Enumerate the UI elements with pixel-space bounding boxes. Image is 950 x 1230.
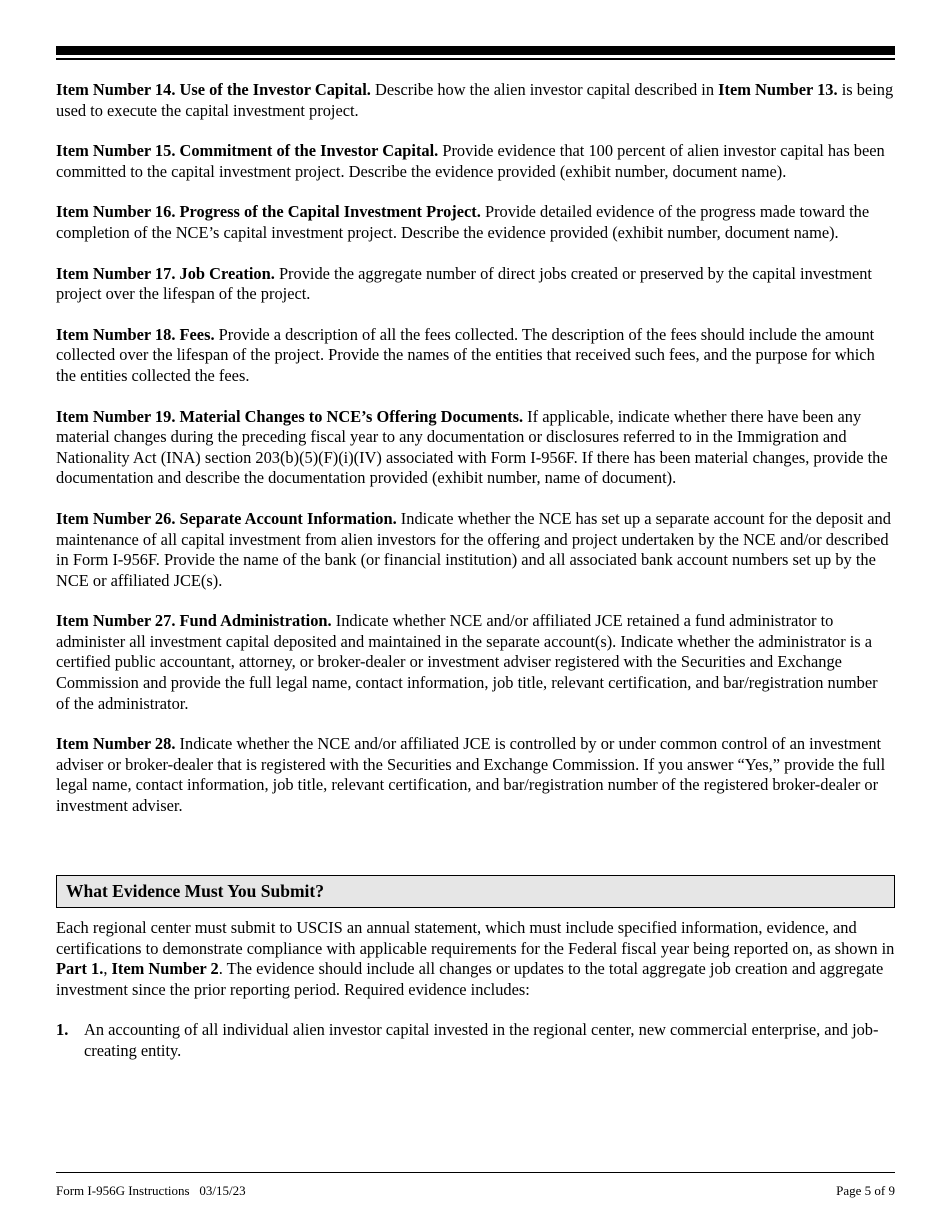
item-18-paragraph: [56, 325, 895, 387]
item-15-paragraph: [56, 141, 895, 182]
item-26-label: Item Number 26. Separate Account Information.: [56, 508, 397, 528]
item-27-label: Item Number 27. Fund Administration.: [56, 611, 332, 631]
item-28-label: Item Number 28.: [56, 734, 176, 754]
item-15-text: Provide evidence that 100 percent of alien investor capital has been committed to the capital investment project. Describe the evidence provided (exhibit number, document name).: [56, 141, 885, 181]
item-14-label: Item Number 14. Use of the Investor Capital.: [56, 80, 371, 99]
item-15-label: Item Number 15. Commitment of the Investor Capital.: [56, 141, 439, 161]
header-rule-thin: [56, 58, 895, 60]
section-title: What Evidence Must You Submit?: [66, 881, 324, 901]
item-17-paragraph: [56, 264, 895, 305]
item-18-text: Provide a description of all the fees collected. The description of the fees should include the amount collected over the lifespan of the project. Provide the names of the entities that received such fees, and the purpose for which the entities collected the fees.: [56, 324, 875, 385]
list-text: An accounting of all individual alien investor capital invested in the regional center, new commercial enterprise, and job-creating entity.: [84, 1020, 879, 1060]
item-19-label: Item Number 19. Material Changes to NCE’s Offering Documents.: [56, 406, 524, 426]
footer-form-id: Form I-956G Instructions 03/15/23: [56, 1183, 246, 1198]
item-16-label: Item Number 16. Progress of the Capital Investment Project.: [56, 202, 481, 222]
item-19-paragraph: [56, 407, 895, 489]
item-28-paragraph: [56, 734, 895, 816]
item-14-text-b: is being used to execute the capital investment project.: [56, 80, 894, 120]
item-19-text: If applicable, indicate whether there have been any material changes during the preceding fiscal year to any documentation or disclosures referred to in the Immigration and Nationality Act (INA) section 203(b)(5)(F)(i)(IV) associated with Form I-956F. If there has been material changes, provide the documentation and describe the documentation provided (exhibit number, name of document).: [56, 406, 888, 488]
item-27-paragraph: [56, 611, 895, 714]
item-26-text: Indicate whether the NCE has set up a separate account for the deposit and maintenance of all capital investment from alien investors for the offering and project undertaken by the NCE and/or described in Form I-956F. Provide the name of the bank (or financial institution) and all associated bank account numbers set up by the NCE or affiliated JCE(s).: [56, 508, 891, 590]
item-16-paragraph: [56, 202, 895, 243]
evidence-intro-b: . The evidence should include all changes or updates to the total aggregate job creation and aggregate investment since the prior reporting period. Required evidence includes:: [56, 959, 884, 999]
item-instructions: [56, 80, 895, 837]
evidence-list-item: [56, 1020, 895, 1061]
evidence-section: [56, 918, 895, 1062]
list-number: 1.: [56, 1020, 69, 1040]
footer-page-number: Page 5 of 9: [836, 1183, 895, 1198]
item-14-text-a: Describe how the alien investor capital described in: [370, 80, 719, 99]
item-17-text: Provide the aggregate number of direct jobs created or preserved by the capital investment project over the lifespan of the project.: [56, 263, 872, 304]
item-16-text: Provide detailed evidence of the progress made toward the completion of the NCE’s capital investment project. Describe the evidence provided (exhibit number, document name).: [56, 202, 870, 242]
evidence-intro-a: Each regional center must submit to USCIS an annual statement, which must include specified information, evidence, and certifications to demonstrate compliance with applicable requirements for the Federal fiscal year being reported on, as shown in: [56, 918, 895, 958]
item-14-ref: Item Number 13.: [718, 80, 838, 99]
item-27-text: Indicate whether NCE and/or affiliated JCE retained a fund administrator to administer all investment capital deposited and maintained in the separate account(s). Indicate whether the administrator is a certified public accountant, attorney, or broker-dealer or investment adviser registered with the Securities and Exchange Commission and provide the full legal name, contact information, job title, relevant certification, and bar/registration number of the administrator.: [56, 611, 878, 713]
evidence-part-ref: Part 1.: [56, 959, 104, 979]
header-rule-thick: [56, 46, 895, 55]
evidence-intro: [56, 918, 895, 1000]
item-18-label: Item Number 18. Fees.: [56, 324, 215, 344]
item-17-label: Item Number 17. Job Creation.: [56, 263, 275, 283]
item-28-text: Indicate whether the NCE and/or affiliated JCE is controlled by or under common control of an investment adviser or broker-dealer that is registered with the Securities and Exchange Commission. If you answer “Yes,” provide the full legal name, contact information, job title, relevant certification, and bar/registration number of the registered broker-dealer or investment adviser.: [56, 734, 886, 816]
evidence-item-ref: Item Number 2: [111, 959, 219, 979]
item-14-paragraph: [56, 80, 895, 121]
footer-rule: [56, 1172, 895, 1173]
section-header-evidence: [56, 875, 895, 908]
item-26-paragraph: [56, 509, 895, 591]
evidence-sep: ,: [103, 959, 112, 979]
